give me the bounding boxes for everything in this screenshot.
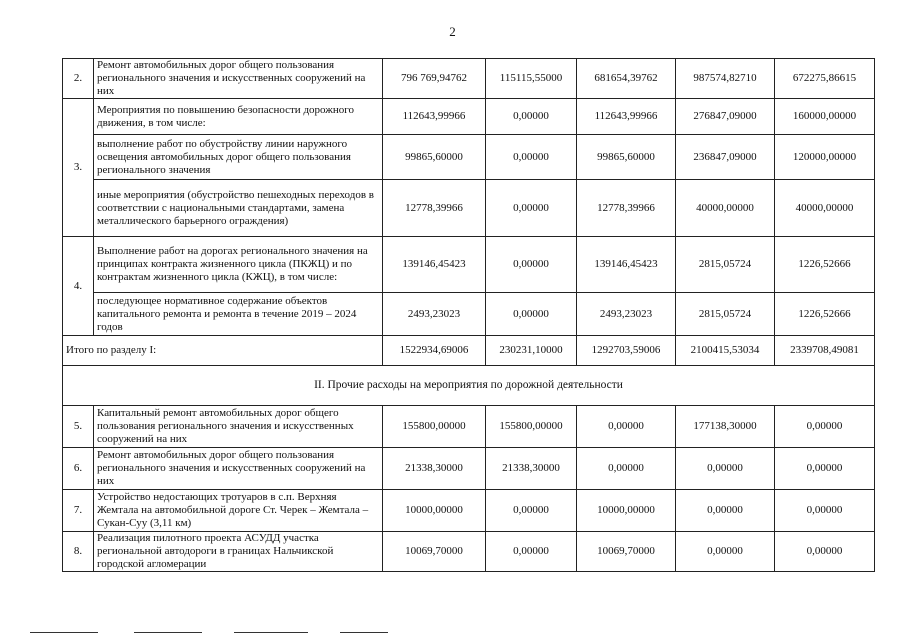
table-row	[63, 59, 875, 99]
page-number: 2	[449, 24, 456, 39]
table-row	[63, 490, 875, 532]
amount-cell: 0,00000	[577, 406, 676, 448]
row-number: 8.	[63, 532, 94, 572]
amount-cell: 0,00000	[676, 532, 775, 572]
amount-cell: 12778,39966	[383, 180, 486, 237]
amount-cell: 99865,60000	[383, 135, 486, 180]
total-amount: 1522934,69006	[383, 336, 486, 366]
amount-cell: 12778,39966	[577, 180, 676, 237]
amount-cell: 2815,05724	[676, 237, 775, 293]
signature-line	[134, 632, 202, 633]
amount-cell: 155800,00000	[486, 406, 577, 448]
amount-cell: 0,00000	[486, 490, 577, 532]
amount-cell: 0,00000	[486, 237, 577, 293]
measure-name: Ремонт автомобильных дорог общего пользования регионального значения и искусственных сооружений на них	[94, 59, 383, 99]
amount-cell: 40000,00000	[775, 180, 875, 237]
amount-cell: 10000,00000	[577, 490, 676, 532]
amount-cell: 0,00000	[486, 532, 577, 572]
amount-cell: 276847,09000	[676, 99, 775, 135]
amount-cell: 139146,45423	[383, 237, 486, 293]
amount-cell: 987574,82710	[676, 59, 775, 99]
amount-cell: 120000,00000	[775, 135, 875, 180]
amount-cell: 10069,70000	[383, 532, 486, 572]
measure-name: выполнение работ по обустройству линии наружного освещения автомобильных дорог общего пользования регионального значения	[94, 135, 383, 180]
amount-cell: 177138,30000	[676, 406, 775, 448]
amount-cell: 115115,55000	[486, 59, 577, 99]
budget-table	[62, 58, 875, 572]
measure-name: иные мероприятия (обустройство пешеходных переходов в соответствии с национальными стандартами, замена металлического барьерного ограждения)	[94, 180, 383, 237]
amount-cell: 0,00000	[775, 490, 875, 532]
amount-cell: 0,00000	[775, 532, 875, 572]
amount-cell: 112643,99966	[383, 99, 486, 135]
measure-name: Ремонт автомобильных дорог общего пользования регионального значения и искусственных сооружений на них	[94, 448, 383, 490]
total-label: Итого по разделу I:	[63, 336, 383, 366]
amount-cell: 21338,30000	[383, 448, 486, 490]
measure-name: Устройство недостающих тротуаров в с.п. Верхняя Жемтала на автомобильной дороге Ст. Черек – Жемтала – Сукан-Суу (3,11 км)	[94, 490, 383, 532]
signature-line	[234, 632, 308, 633]
measure-name: Мероприятия по повышению безопасности дорожного движения, в том числе:	[94, 99, 383, 135]
amount-cell: 0,00000	[486, 293, 577, 336]
amount-cell: 1226,52666	[775, 237, 875, 293]
amount-cell: 139146,45423	[577, 237, 676, 293]
table-row	[63, 237, 875, 293]
total-amount: 2339708,49081	[775, 336, 875, 366]
signature-line	[30, 632, 98, 633]
amount-cell: 99865,60000	[577, 135, 676, 180]
total-amount: 2100415,53034	[676, 336, 775, 366]
table-row	[63, 406, 875, 448]
row-number: 4.	[63, 237, 94, 336]
table-row	[63, 180, 875, 237]
total-amount: 230231,10000	[486, 336, 577, 366]
amount-cell: 0,00000	[486, 180, 577, 237]
amount-cell: 2493,23023	[383, 293, 486, 336]
measure-name: Капитальный ремонт автомобильных дорог общего пользования регионального значения и искусственных сооружений на них	[94, 406, 383, 448]
section-title: II. Прочие расходы на мероприятия по дорожной деятельности	[63, 366, 875, 406]
signature-line	[340, 632, 388, 633]
amount-cell: 2815,05724	[676, 293, 775, 336]
amount-cell: 0,00000	[775, 448, 875, 490]
amount-cell: 681654,39762	[577, 59, 676, 99]
row-number: 3.	[63, 99, 94, 237]
measure-name: последующее нормативное содержание объектов капитального ремонта и ремонта в течение 2019 – 2024 годов	[94, 293, 383, 336]
amount-cell: 0,00000	[775, 406, 875, 448]
row-number: 6.	[63, 448, 94, 490]
total-row	[63, 336, 875, 366]
amount-cell: 112643,99966	[577, 99, 676, 135]
amount-cell: 160000,00000	[775, 99, 875, 135]
row-number: 2.	[63, 59, 94, 99]
amount-cell: 2493,23023	[577, 293, 676, 336]
amount-cell: 672275,86615	[775, 59, 875, 99]
table-row	[63, 135, 875, 180]
total-amount: 1292703,59006	[577, 336, 676, 366]
measure-name: Выполнение работ на дорогах регионального значения на принципах контракта жизненного цикла (ПКЖЦ) и по контрактам жизненного цикла (КЖЦ), в том числе:	[94, 237, 383, 293]
amount-cell: 1226,52666	[775, 293, 875, 336]
section-header-row	[63, 366, 875, 406]
amount-cell: 40000,00000	[676, 180, 775, 237]
amount-cell: 0,00000	[676, 448, 775, 490]
table-row	[63, 532, 875, 572]
measure-name: Реализация пилотного проекта АСУДД участка региональной автодороги в границах Нальчикской городской агломерации	[94, 532, 383, 572]
row-number: 5.	[63, 406, 94, 448]
amount-cell: 155800,00000	[383, 406, 486, 448]
amount-cell: 0,00000	[486, 135, 577, 180]
amount-cell: 796 769,94762	[383, 59, 486, 99]
table-row	[63, 293, 875, 336]
amount-cell: 10000,00000	[383, 490, 486, 532]
amount-cell: 10069,70000	[577, 532, 676, 572]
amount-cell: 0,00000	[676, 490, 775, 532]
footer-signature-lines	[0, 632, 905, 634]
amount-cell: 0,00000	[577, 448, 676, 490]
row-number: 7.	[63, 490, 94, 532]
table-row	[63, 99, 875, 135]
amount-cell: 21338,30000	[486, 448, 577, 490]
amount-cell: 236847,09000	[676, 135, 775, 180]
table-row	[63, 448, 875, 490]
amount-cell: 0,00000	[486, 99, 577, 135]
